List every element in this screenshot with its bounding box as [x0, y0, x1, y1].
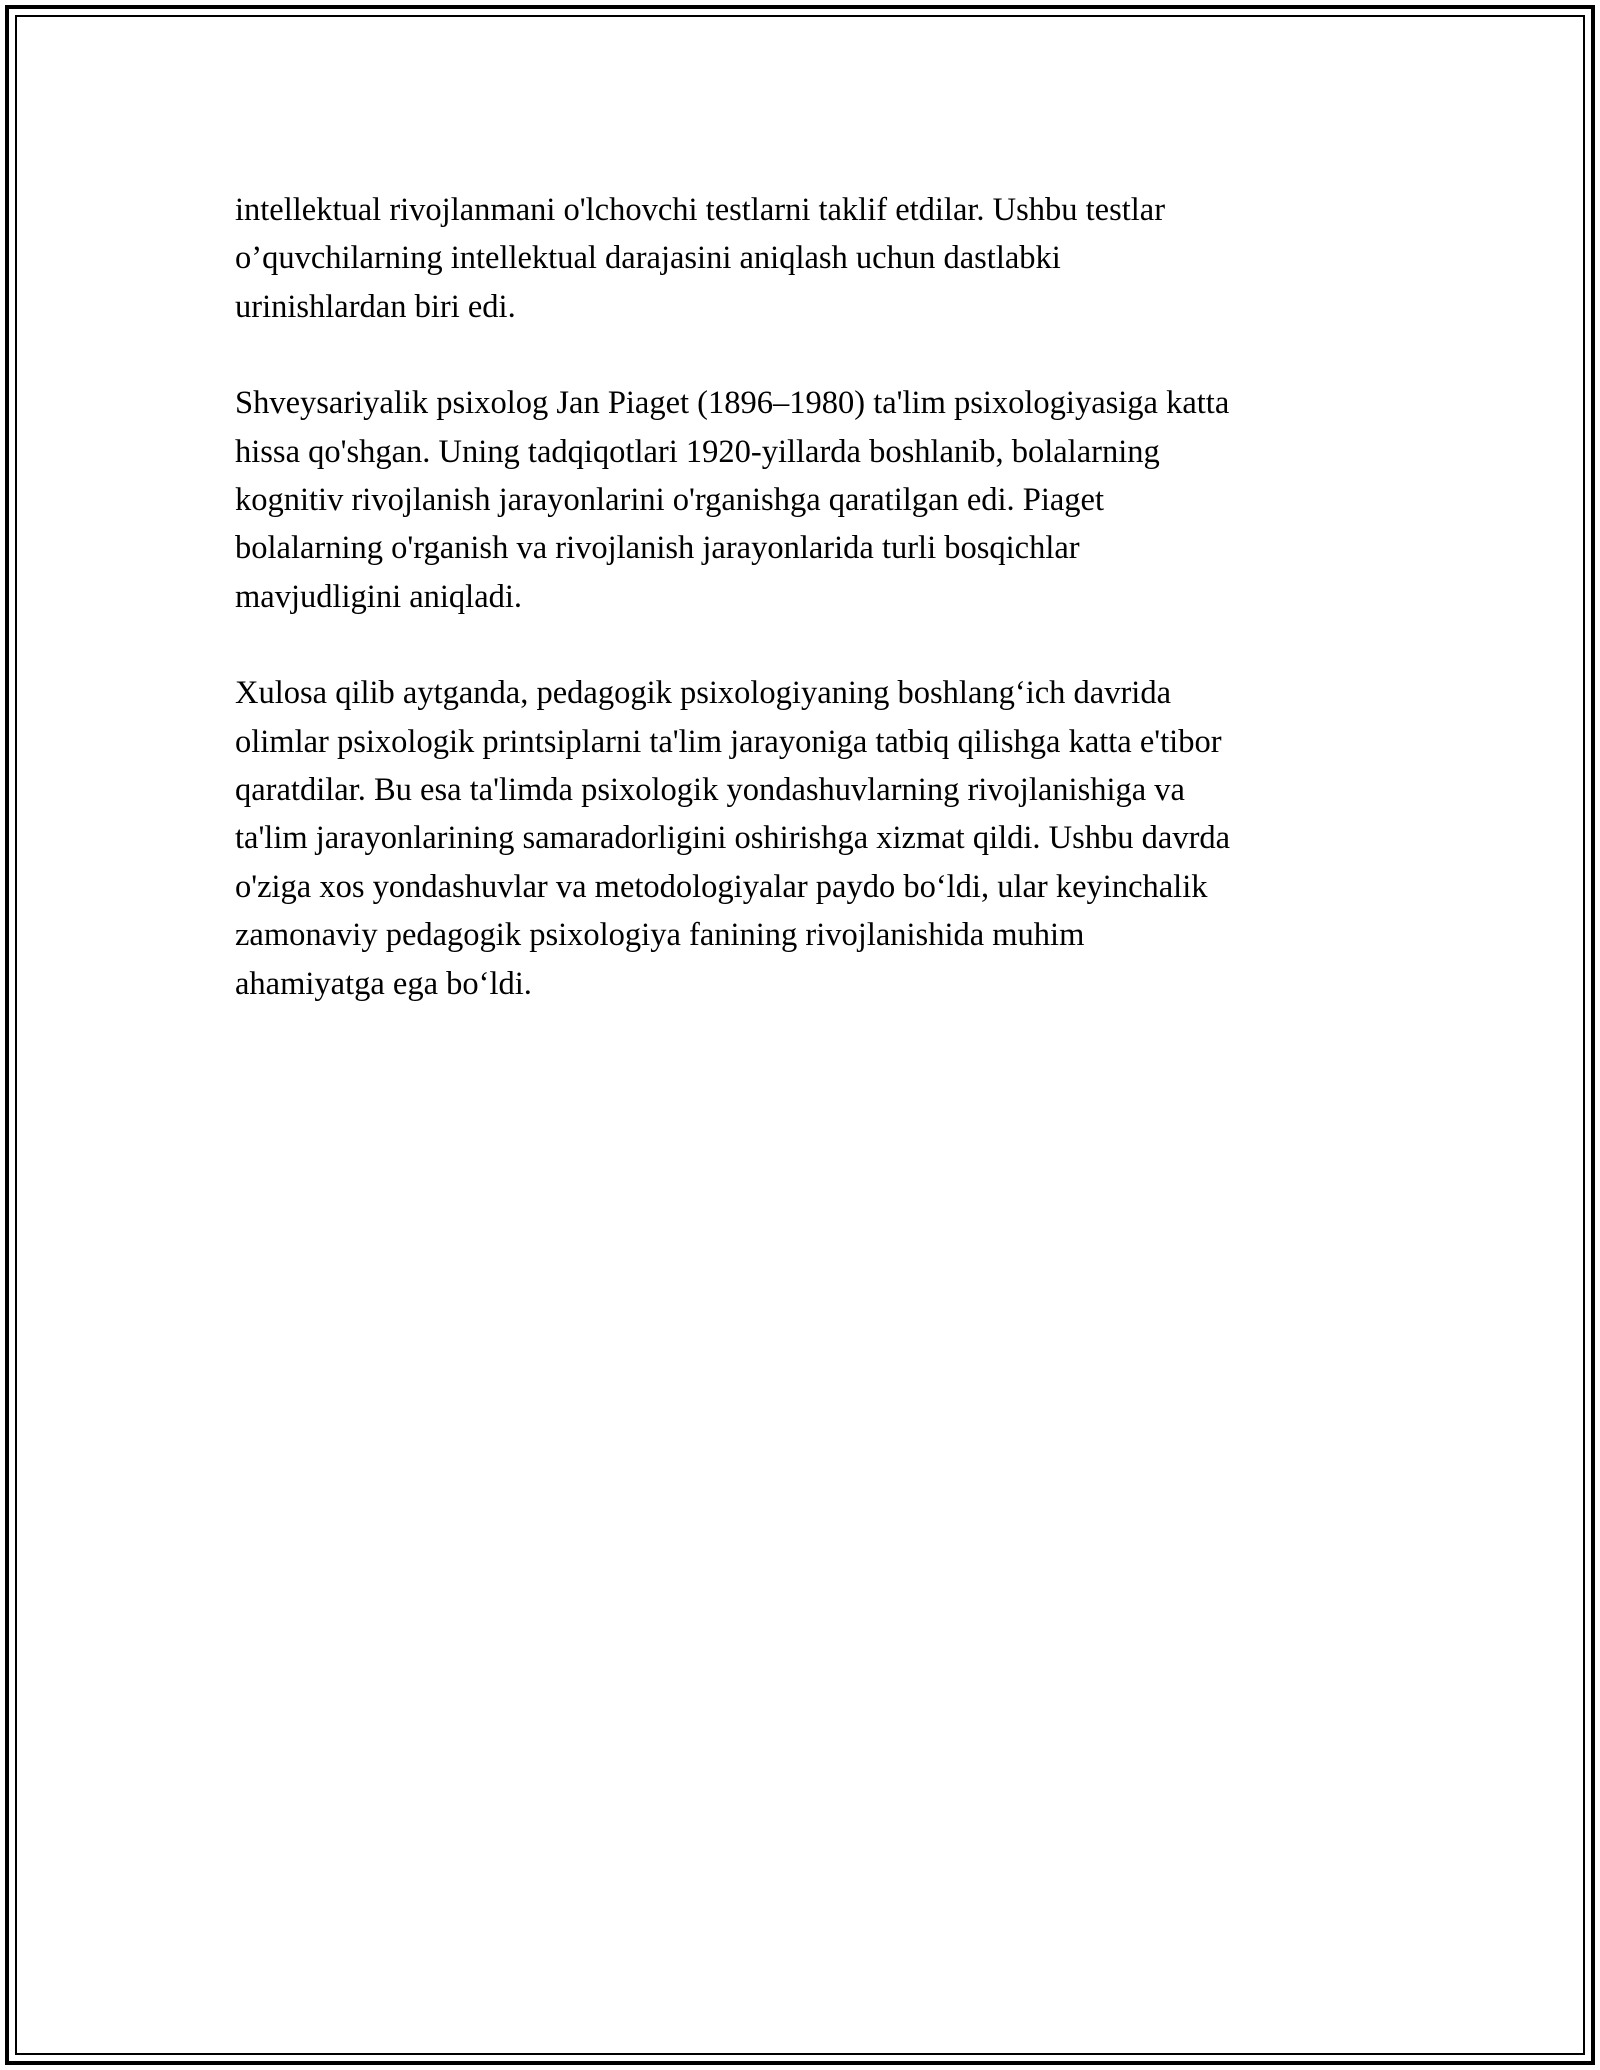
paragraph-line: bolalarning o'rganish va rivojlanish jarayonlarida turli bosqichlar — [235, 530, 1080, 567]
paragraph-1 — [235, 186, 1385, 331]
paragraph-3 — [235, 669, 1385, 1008]
paragraph-line: olimlar psixologik printsiplarni ta'lim jarayoniga tatbiq qilishga katta e'tibor — [235, 723, 1222, 760]
paragraph-line: kognitiv rivojlanish jarayonlarini o'rganishga qaratilgan edi. Piaget — [235, 482, 1105, 519]
paragraph-line: urinishlardan biri edi. — [235, 288, 516, 325]
paragraph-line: intellektual rivojlanmani o'lchovchi testlarni taklif etdilar. Ushbu testlar — [235, 192, 1166, 228]
paragraph-line: qaratdilar. Bu esa ta'limda psixologik yondashuvlarning rivojlanishiga va — [235, 772, 1185, 809]
paragraph-line: ta'lim jarayonlarining samaradorligini oshirishga xizmat qildi. Ushbu davrda — [235, 820, 1231, 857]
document-body — [235, 186, 1385, 1008]
paragraph-2 — [235, 379, 1385, 621]
paragraph-line: ahamiyatga ega bo‘ldi. — [235, 965, 532, 1002]
paragraph-line: mavjudligini aniqladi. — [235, 578, 523, 615]
paragraph-line: zamonaviy pedagogik psixologiya fanining rivojlanishida muhim — [235, 917, 1085, 954]
paragraph-line: Shveysariyalik psixolog Jan Piaget (1896–1980) ta'lim psixologiyasiga katta — [235, 385, 1230, 422]
paragraph-line: o’quvchilarning intellektual darajasini aniqlash uchun dastlabki — [235, 240, 1061, 277]
paragraph-line: Xulosa qilib aytganda, pedagogik psixologiyaning boshlang‘ich davrida — [235, 675, 1171, 712]
paragraph-line: o'ziga xos yondashuvlar va metodologiyalar paydo bo‘ldi, ular keyinchalik — [235, 868, 1208, 905]
paragraph-line: hissa qo'shgan. Uning tadqiqotlari 1920-yillarda boshlanib, bolalarning — [235, 433, 1160, 470]
